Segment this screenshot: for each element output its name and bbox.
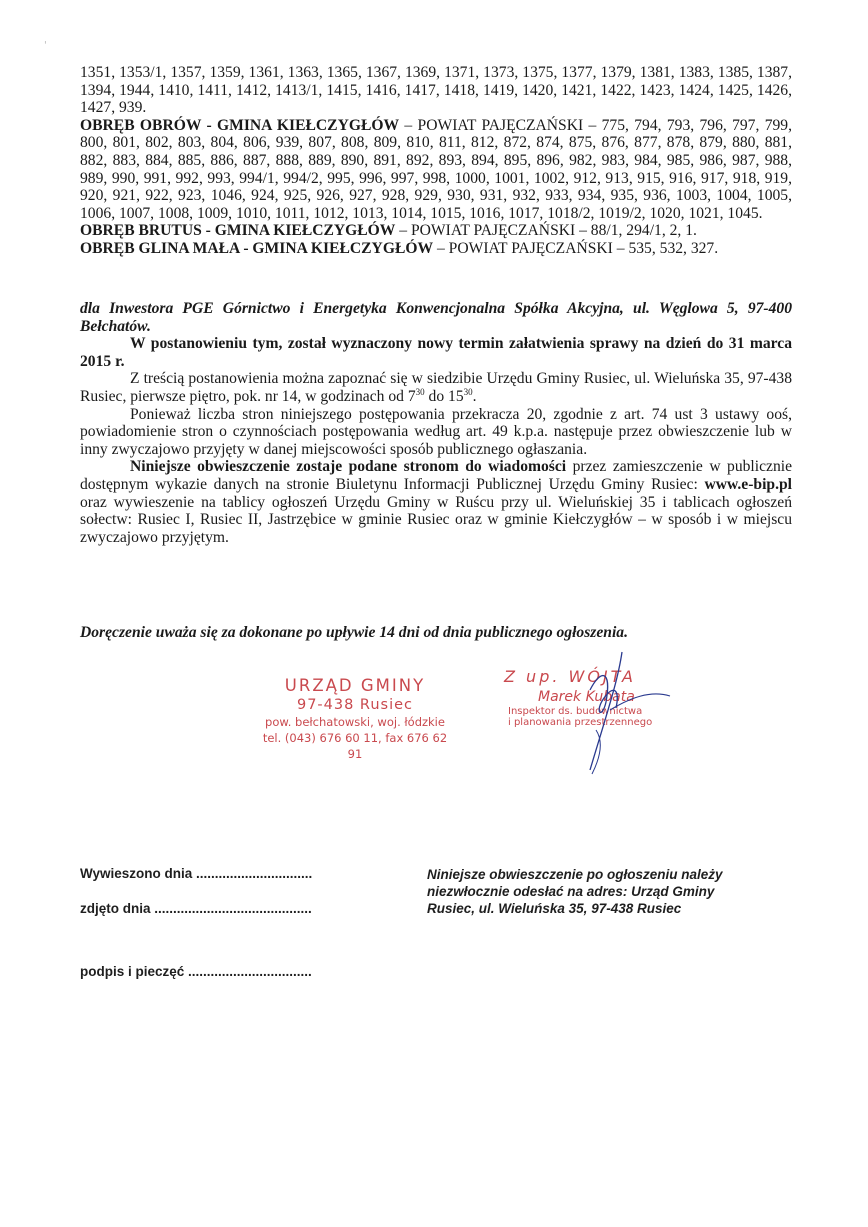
glina-text: – POWIAT PAJĘCZAŃSKI – 535, 532, 327. <box>433 239 719 257</box>
glina-heading: OBRĘB GLINA MAŁA - GMINA KIEŁCZYGŁÓW <box>80 239 434 257</box>
office-hours-para <box>80 370 792 405</box>
scan-speck: ' <box>44 40 47 51</box>
return-address-note: Niniejsze obwieszczenie po ogłoszeniu należy niezwłocznie odesłać na adres: Urząd Gminy Rusiec, ul. Wieluńska 35, 97-438 Rusiec <box>427 867 723 916</box>
brutus-parcels <box>80 222 792 240</box>
publication-text2: oraz wywieszenie na tablicy ogłoszeń Urzędu Gminy w Ruścu przy ul. Wieluńskiej 35 i tablicach ogłoszeń sołectw: Rusiec I, Rusiec II, Jastrzębice w gminie Rusiec oraz w gminie Kiełczygłów – w sposób i w miejscu zwyczajowo przyjętym. <box>80 493 792 546</box>
parcel-list-section <box>80 64 792 258</box>
delivery-note: Doręczenie uważa się za dokonane po upływie 14 dni od dnia publicznego ogłoszenia. <box>80 624 628 641</box>
stamp-official-authority: Z up. WÓJTA <box>504 667 636 686</box>
obrow-parcels <box>80 117 792 223</box>
stamp-office-name: URZĄD GMINY <box>284 676 426 695</box>
office-stamp <box>260 676 450 762</box>
body-section <box>80 300 792 546</box>
bip-url: www.e-bip.pl <box>704 475 792 493</box>
stamp-office-postcode: 97-438 Rusiec <box>296 697 414 713</box>
hours-from-minutes: 30 <box>415 386 425 397</box>
brutus-heading: OBRĘB BRUTUS - GMINA KIEŁCZYGŁÓW <box>80 222 396 240</box>
stamp-official-title: Inspektor ds. budownictwa <box>508 706 643 717</box>
parcel-list-continuation: 1351, 1353/1, 1357, 1359, 1361, 1363, 1365, 1367, 1369, 1371, 1373, 1375, 1377, 1379, 1381, 1383, 1385, 1387, 1394, 1944, 1410, 1411, 1412, 1413/1, 1415, 1416, 1417, 1418, 1419, 1420, 1421, 1422, 1423, 1424, 1425, 1426, 1427, 939. <box>80 64 792 117</box>
publication-lead: Niniejsze obwieszczenie zostaje podane stronom do wiadomości <box>130 458 567 476</box>
glina-parcels <box>80 240 792 258</box>
obrow-text: – POWIAT PAJĘCZAŃSKI – 775, 794, 793, 796, 797, 799, 800, 801, 802, 803, 804, 806, 939, 807, 808, 809, 810, 811, 812, 872, 874, 875, 876, 877, 878, 879, 880, 881, 882, 883, 884, 885, 886, 887, 888, 889, 890, 891, 892, 893, 894, 895, 896, 982, 983, 984, 985, 986, 987, 988, 989, 990, 991, 992, 993, 994/1, 994/2, 995, 996, 997, 998, 1000, 1001, 1002, 912, 913, 915, 916, 917, 918, 919, 920, 921, 922, 923, 1046, 924, 925, 926, 927, 928, 929, 930, 931, 932, 933, 934, 935, 936, 1003, 1004, 1005, 1006, 1007, 1008, 1009, 1010, 1011, 1012, 1013, 1014, 1015, 1016, 1017, 1018/2, 1019/2, 1020, 1021, 1045. <box>80 116 792 222</box>
removed-date-field: zdjęto dnia .......................................... <box>80 901 312 916</box>
stamp-office-district: pow. bełchatowski, woj. łódzkie <box>265 715 445 729</box>
posted-date-field: Wywieszono dnia ............................... <box>80 866 313 881</box>
publication-text1: przez zamieszczenie w publicznie dostępnym wykazie danych na stronie Biuletynu Informacji Publicznej Urzędu Gminy Rusiec: <box>80 458 792 493</box>
office-hours-end: . <box>472 387 477 405</box>
hours-to-minutes: 30 <box>463 386 473 397</box>
brutus-text: – POWIAT PAJĘCZAŃSKI – 88/1, 294/1, 2, 1. <box>395 222 697 240</box>
stamp-official-name: Marek Kubata <box>538 689 635 705</box>
stamp-official-dept: i planowania przestrzennego <box>508 717 653 728</box>
stamp-office-phone: tel. (043) 676 60 11, fax 676 62 91 <box>262 731 448 761</box>
signature-field: podpis i pieczęć ................................. <box>80 964 312 979</box>
office-hours-text: Z treścią postanowienia można zapoznać się w siedzibie Urzędu Gminy Rusiec, ul. Wieluńska 35, 97-438 Rusiec, pierwsze piętro, pok. nr 14, w godzinach od 7 <box>80 370 792 405</box>
office-hours-mid: do 15 <box>424 387 464 405</box>
publication-para <box>80 458 792 546</box>
handwritten-signature <box>560 650 680 780</box>
deadline-line: W postanowieniu tym, został wyznaczony nowy termin załatwienia sprawy na dzień do 31 marca 2015 r. <box>80 335 792 370</box>
investor-line: dla Inwestora PGE Górnictwo i Energetyka Konwencjonalna Spółka Akcyjna, ul. Węglowa 5, 97-400 Bełchatów. <box>80 300 792 335</box>
obrow-heading: OBRĘB OBRÓW - GMINA KIEŁCZYGŁÓW <box>80 116 400 134</box>
notice-para: Ponieważ liczba stron niniejszego postępowania przekracza 20, zgodnie z art. 74 ust 3 ustawy ooś, powiadomienie stron o czynnościach postępowania według art. 49 k.p.a. następuje przez obwieszczenie lub w inny zwyczajowo przyjęty w danej miejscowości sposób publicznego ogłaszania. <box>80 405 792 458</box>
